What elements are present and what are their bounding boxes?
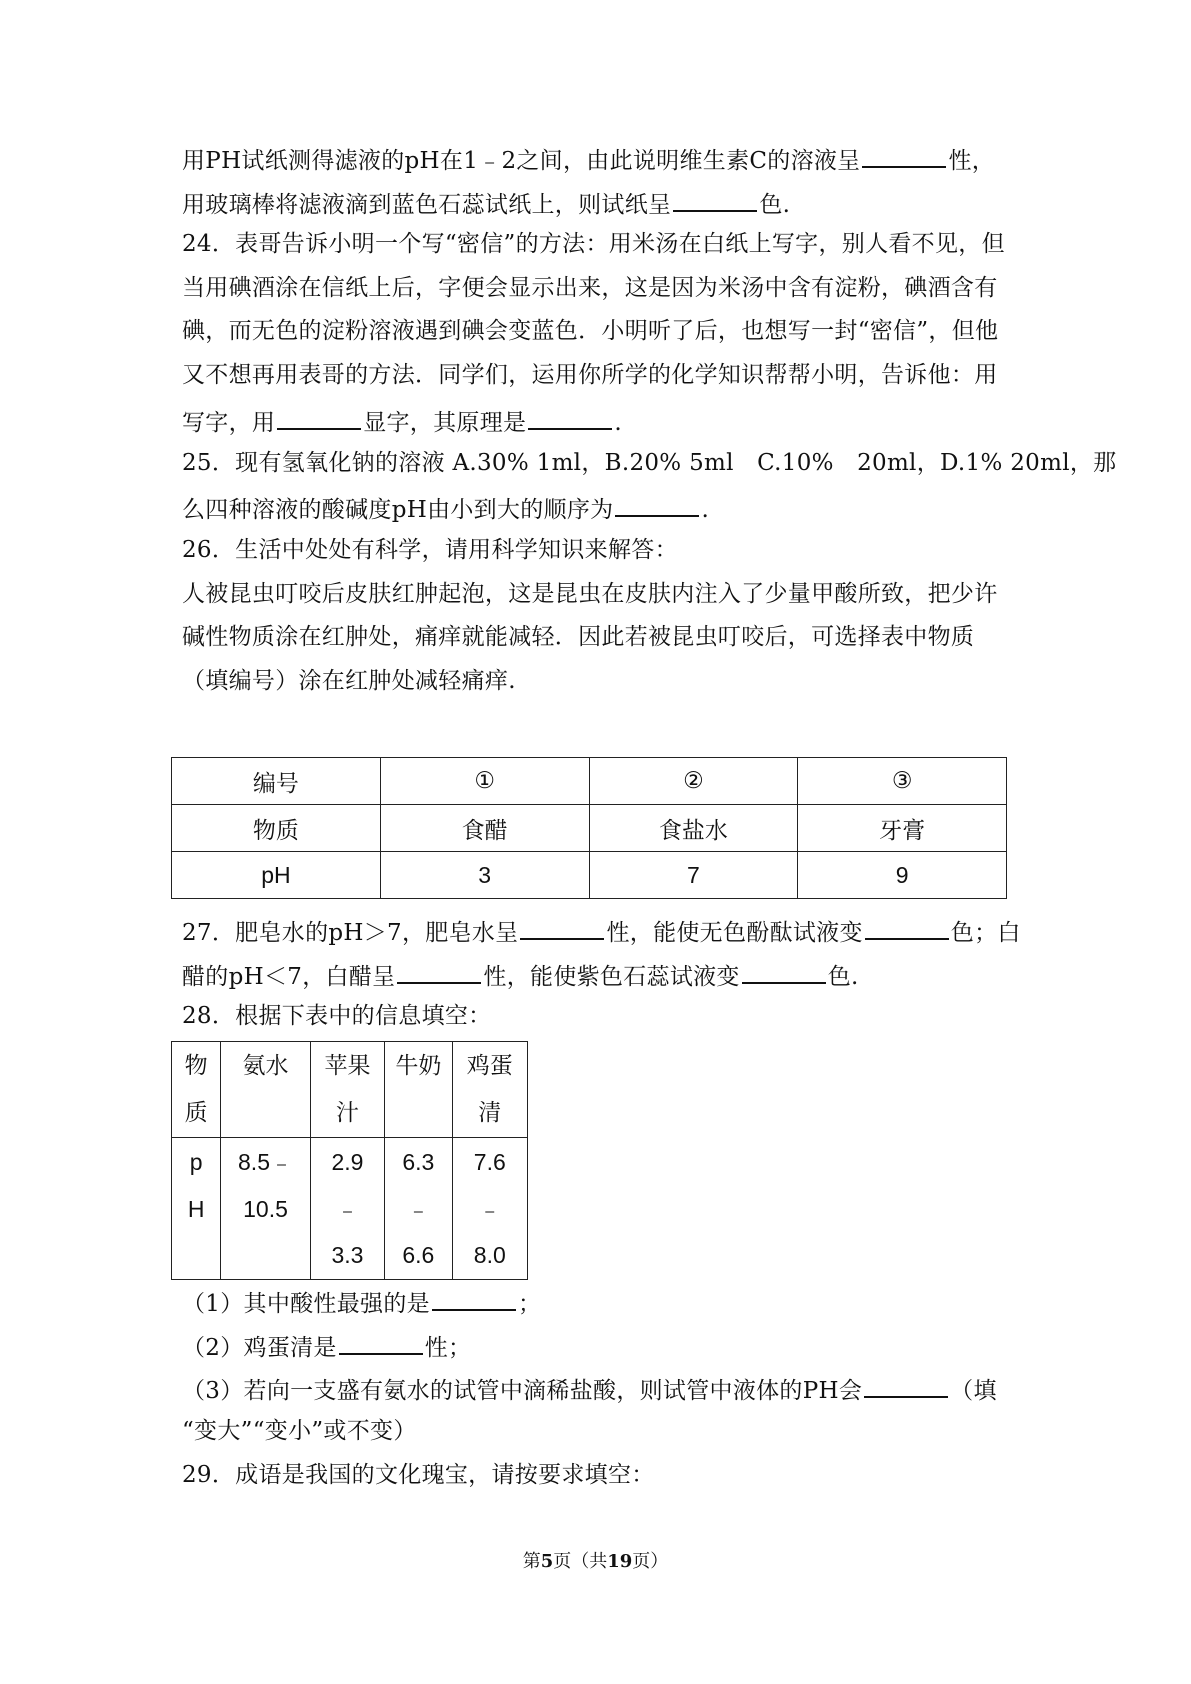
question-24-line: 写字，用 显字，其原理是 . [182,404,1022,434]
question-24-line: 当用碘酒涂在信纸上后，字便会显示出来，这是因为米汤中含有淀粉，碘酒含有 [182,275,998,301]
table-row [172,1138,528,1280]
table-cell: 牙膏 [798,805,1007,852]
question-24-line: 碘，而无色的淀粉溶液遇到碘会变蓝色．小明听了后，也想写一封“密信”，但他 [182,318,999,344]
table-row [172,1042,528,1138]
answer-blank [277,404,361,430]
table-cell: 食醋 [380,805,589,852]
question-26-line: 人被昆虫叮咬后皮肤红肿起泡，这是昆虫在皮肤内注入了少量甲酸所致，把少许 [182,581,998,607]
text-line: 用PH试纸测得滤液的pH在1﹣2之间，由此说明维生素C的溶液呈 性， [182,142,1022,172]
answer-blank [742,958,826,984]
question-28-sub-line: （1）其中酸性最强的是 ； [182,1285,1022,1315]
table-cell: 6.3 ﹣ 6.6 [385,1138,452,1280]
table-cell: ③ [798,758,1007,805]
answer-blank [865,914,949,940]
question-26-line: 碱性物质涂在红肿处，痛痒就能减轻．因此若被昆虫叮咬后，可选择表中物质 [182,624,975,650]
table-cell: 鸡蛋 清 [452,1042,527,1138]
question-25-line: 么四种溶液的酸碱度pH由小到大的顺序为 . [182,491,1022,521]
question-28-sub-line: （2）鸡蛋清是 性； [182,1329,1022,1359]
table-cell: 8.5﹣ 10.5 [221,1138,311,1280]
table-cell: 食盐水 [589,805,798,852]
question-24-line: 又不想再用表哥的方法．同学们，运用你所学的化学知识帮帮小明，告诉他：用 [182,362,998,388]
answer-blank [520,914,604,940]
answer-blank [862,142,946,168]
ph-range-table [171,1041,528,1280]
table-cell: 7 [589,852,798,899]
question-24-line: 24．表哥告诉小明一个写“密信”的方法：用米汤在白纸上写字，别人看不见，但 [182,231,1005,257]
table-row [172,852,1007,899]
question-26-line: 26．生活中处处有科学，请用科学知识来解答： [182,537,678,563]
table-row [172,805,1007,852]
table-cell: ② [589,758,798,805]
table-cell: p H [172,1138,221,1280]
table-cell: 3 [380,852,589,899]
question-26-line: （填编号）涂在红肿处减轻痛痒. [182,668,516,694]
text-line: 用玻璃棒将滤液滴到蓝色石蕊试纸上，则试纸呈 色. [182,186,1022,216]
question-29-line: 29．成语是我国的文化瑰宝，请按要求填空： [182,1462,655,1488]
question-27-line: 醋的pH＜7，白醋呈 性，能使紫色石蕊试液变 色. [182,958,1022,988]
substance-ph-table [171,757,1007,899]
table-cell: 2.9 ﹣ 3.3 [310,1138,384,1280]
table-cell: 9 [798,852,1007,899]
answer-blank [864,1372,948,1398]
answer-blank [615,491,699,517]
answer-blank [528,404,612,430]
table-cell: 物 质 [172,1042,221,1138]
answer-blank [673,186,757,212]
question-28-sub-line: “变大”“变小”或不变） [182,1418,417,1444]
table-cell: 编号 [172,758,381,805]
table-cell: 苹果 汁 [310,1042,384,1138]
table-cell: ① [380,758,589,805]
page-number: 5 [540,1551,554,1572]
question-25-line: 25．现有氢氧化钠的溶液 A.30% 1ml，B.20% 5ml C.10% 20ml，D.1% 20ml，那 [182,450,1117,476]
question-28-sub-line: （3）若向一支盛有氨水的试管中滴稀盐酸，则试管中液体的PH会 （填 [182,1372,1022,1402]
page-total: 19 [607,1551,633,1572]
table-cell: pH [172,852,381,899]
table-cell: 牛奶 [385,1042,452,1138]
question-28-line: 28．根据下表中的信息填空： [182,1003,492,1029]
answer-blank [397,958,481,984]
page-footer: 第5页（共19页） [522,1551,669,1572]
question-27-line: 27．肥皂水的pH＞7，肥皂水呈 性，能使无色酚酞试液变 色；白 [182,914,1022,944]
table-cell: 7.6 ﹣ 8.0 [452,1138,527,1280]
table-cell: 物质 [172,805,381,852]
table-row [172,758,1007,805]
table-cell: 氨水 [221,1042,311,1138]
answer-blank [432,1285,516,1311]
answer-blank [339,1329,423,1355]
